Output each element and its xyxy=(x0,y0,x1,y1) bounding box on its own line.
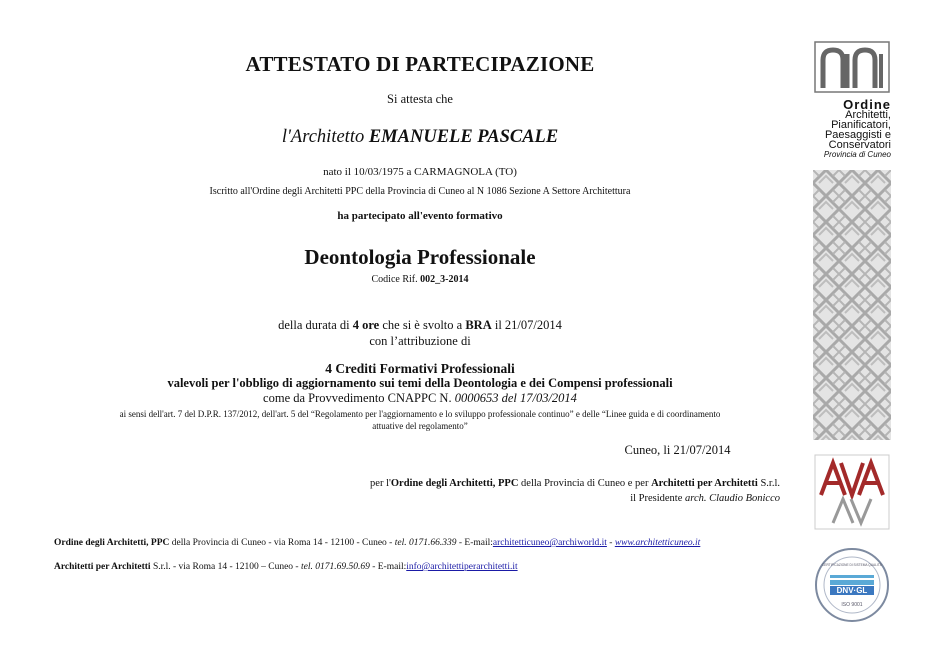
footer-email-label-2: - E-mail: xyxy=(372,562,407,572)
president-pre: il Presidente xyxy=(630,493,683,504)
logo-word-4: Paesaggisti e xyxy=(824,129,891,141)
footer-email-label-1: - E-mail: xyxy=(458,538,493,548)
place-date: Cuneo, li 21/07/2014 xyxy=(624,443,731,457)
ordine-logo-text xyxy=(813,97,891,160)
footer-org-1: Ordine degli Architetti, PPC xyxy=(54,538,170,548)
footer-address-1: della Provincia di Cuneo - via Roma 14 - 12100 - Cuneo - xyxy=(171,538,393,548)
participated-text: ha partecipato all'evento formativo xyxy=(337,210,503,222)
footer-tel-1: tel. 0171.66.339 xyxy=(394,538,457,548)
logo-word-5: Conservatori xyxy=(828,139,891,151)
provision-line xyxy=(40,391,800,406)
sign-pre: per l' xyxy=(370,478,391,489)
provision-value: 0000653 del 17/03/2014 xyxy=(454,391,577,405)
credits-number: 4 xyxy=(325,361,332,376)
name-prefix: l'Architetto xyxy=(281,127,365,147)
president-name: arch. Claudio Bonicco xyxy=(685,493,780,504)
footer-separator: - xyxy=(609,538,613,548)
sign-mid: della Provincia di Cuneo e per xyxy=(521,478,649,489)
duration-pre: della durata di xyxy=(278,318,350,332)
footer-line-1 xyxy=(54,538,700,548)
code-value: 002_3-2014 xyxy=(420,274,469,285)
dnv-gl-seal-icon xyxy=(813,546,891,624)
duration-value: 4 ore xyxy=(352,318,380,332)
footer-org-2: Architetti per Architetti xyxy=(54,562,151,572)
duration-mid: che si è svolto a xyxy=(382,318,463,332)
signature-line xyxy=(300,478,780,489)
logo-word-2: Architetti, xyxy=(845,109,891,121)
ava-logo-icon xyxy=(813,453,891,533)
president-line xyxy=(400,493,780,504)
participant-name: EMANUELE PASCALE xyxy=(368,127,559,147)
provision-pre: come da Provvedimento CNAPPC N. xyxy=(263,391,452,405)
footer-email-link-2[interactable]: info@architettiperarchitetti.it xyxy=(406,562,518,572)
sidebar-logos xyxy=(813,40,893,629)
attests-text: Si attesta che xyxy=(387,92,453,106)
registration-info: Iscritto all'Ordine degli Architetti PPC della Provincia di Cuneo al N 1086 Sezione A Settore Architettura xyxy=(209,186,631,197)
duration-line xyxy=(40,318,800,333)
event-date: il 21/07/2014 xyxy=(494,318,562,332)
attribution-text: con l’attribuzione di xyxy=(369,334,471,348)
footer-web-link[interactable]: www.architetticuneo.it xyxy=(614,538,701,548)
sign-org2: Architetti per Architetti xyxy=(651,478,758,489)
sign-post: S.r.l. xyxy=(760,478,780,489)
logo-word-1: Ordine xyxy=(843,97,891,112)
event-title: Deontologia Professionale xyxy=(304,245,536,269)
legal-line-1: ai sensi dell'art. 7 del D.P.R. 137/2012, dell'art. 5 del “Regolamento per l'aggiornamento e lo sviluppo professionale continuo” e delle “Linee guida e di coordinamento xyxy=(119,409,721,419)
participant-name-line xyxy=(40,127,800,148)
seal-iso: ISO 9001 xyxy=(841,602,863,608)
code-label: Codice Rif. xyxy=(371,274,418,285)
logo-word-6: Provincia di Cuneo xyxy=(823,150,891,159)
seal-brand: DNV·GL xyxy=(836,586,868,595)
seal-top-text: CERTIFICAZIONE DI SISTEMA QUALITÀ xyxy=(822,563,882,567)
maze-pattern-icon xyxy=(813,170,891,440)
footer-line-2 xyxy=(54,562,518,572)
certificate-title: ATTESTATO DI PARTECIPAZIONE xyxy=(245,52,595,76)
footer-tel-2: tel. 0171.69.50.69 xyxy=(300,562,370,572)
event-code xyxy=(40,274,800,285)
footer-address-2: S.r.l. - via Roma 14 - 12100 – Cuneo - xyxy=(152,562,299,572)
logo-word-3: Pianificatori, xyxy=(831,119,891,131)
credits-line xyxy=(40,361,800,377)
validity-text: valevoli per l'obbligo di aggiornamento sui temi della Deontologia e dei Compensi professionali xyxy=(167,376,673,390)
ordine-logo-icon xyxy=(813,40,891,95)
credits-label: Crediti Formativi Professionali xyxy=(335,361,515,376)
event-place: BRA xyxy=(465,318,492,332)
birth-info: nato il 10/03/1975 a CARMAGNOLA (TO) xyxy=(323,166,517,178)
legal-line-2: attuative del regolamento” xyxy=(372,421,468,431)
footer-email-link-1[interactable]: architetticuneo@archiworld.it xyxy=(492,538,607,548)
sign-org1: Ordine degli Architetti, PPC xyxy=(390,478,519,489)
